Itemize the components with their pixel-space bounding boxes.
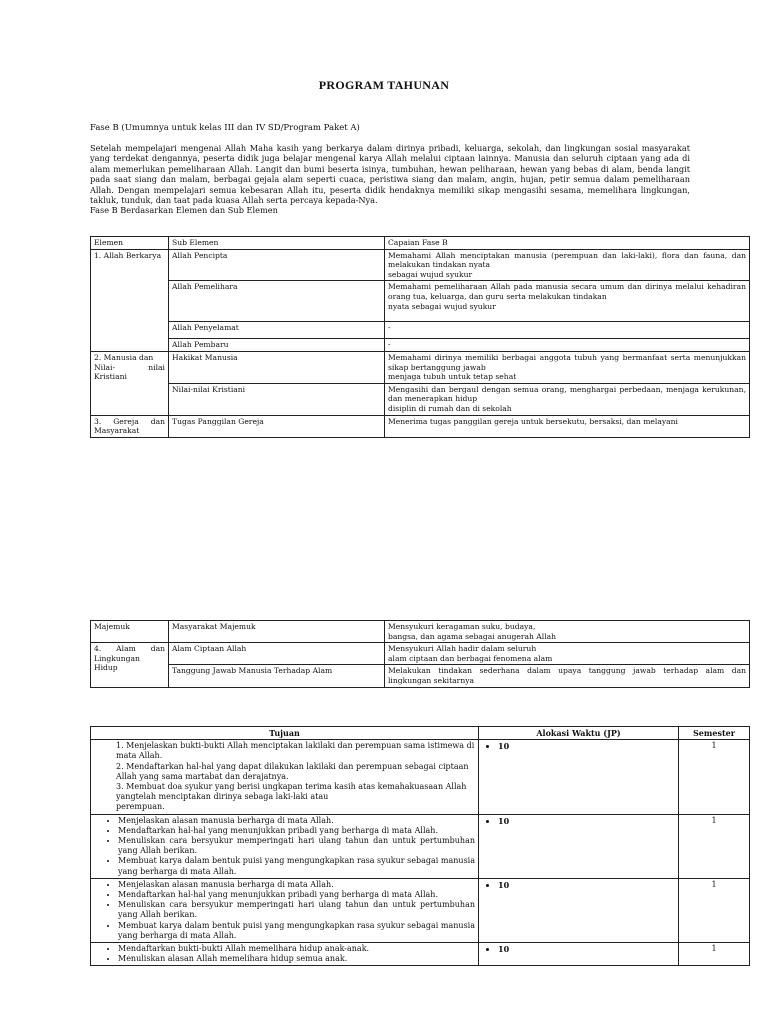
table-row xyxy=(91,281,750,322)
list-item: • Menuliskan cara bersyukur memperingati hari ulang tahun dan untuk pertumbuhan yang Allah berikan. xyxy=(118,900,475,920)
elemen-cell: 1. Allah Berkarya xyxy=(91,249,169,351)
capaian-cell: - xyxy=(385,322,750,339)
list-item: • Membuat karya dalam bentuk puisi yang mengungkapkan rasa syukur sebagai manusia yang berharga di mata Allah. xyxy=(118,921,475,941)
elemen-table-continued xyxy=(90,620,750,688)
elemen-cell: Majemuk xyxy=(91,621,169,643)
sub-elemen-cell: Masyarakat Majemuk xyxy=(169,621,385,643)
list-item: 2. Mendaftarkan hal-hal yang dapat dilakukan lakilaki dan perempuan sebagai ciptaan Allah yang sama martabat dan derajatnya. xyxy=(116,761,469,781)
jp-value: • 10 xyxy=(498,816,675,826)
sub-elemen-cell: Allah Pembaru xyxy=(169,339,385,352)
list-item: • Membuat karya dalam bentuk puisi yang mengungkapkan rasa syukur sebagai manusia yang berharga di mata Allah. xyxy=(118,856,475,876)
intro-paragraph: Setelah mempelajari mengenai Allah Maha kasih yang berkarya dalam dirinya pribadi, keluarga, sekolah, dan lingkungan sosial masyarakat yang terdekat dengannya, peserta didik juga belajar mengenal karya Allah melalui ciptaan lainnya. Manusia dan seluruh ciptaan yang ada di alam memerlukan pemeliharaan Allah. Langit dan bumi beserta isinya, tumbuhan, hewan peliharaan, hewan yang bebas di alam, benda langit pada saat siang dan malam, berbagai gejala alam seperti cuaca, peristiwa siang dan malam, angin, hujan, petir semua dalam pemeliharaan Allah. Dengan mempelajari semua kebesaran Allah itu, peserta didik hendaknya memiliki sikap mengasihi sesama, memelihara lingkungan, takluk, tunduk, dan taat pada kuasa Allah serta percaya kepada-Nya. xyxy=(90,143,690,206)
capaian-cell xyxy=(385,249,750,281)
sub-elemen-cell: Allah Pencipta xyxy=(169,249,385,281)
sub-elemen-cell: Allah Pemelihara xyxy=(169,281,385,322)
list-item: perempuan. xyxy=(116,802,165,812)
sub-elemen-cell: Allah Penyelamat xyxy=(169,322,385,339)
table-row xyxy=(91,643,750,665)
list-item: • Mendaftarkan hal-hal yang menunjukkan pribadi yang berharga di mata Allah. xyxy=(118,890,475,900)
header-elemen: Elemen xyxy=(91,237,169,250)
table-row xyxy=(91,740,750,814)
capaian-line: Mensyukuri Allah hadir dalam seluruh xyxy=(388,644,537,654)
tujuan-bullet-list xyxy=(94,944,475,964)
elemen-cell: 4. Alam dan Lingkungan Hidup xyxy=(91,643,169,687)
table-row xyxy=(91,621,750,643)
sub-elemen-cell: Nilai-nilai Kristiani xyxy=(169,383,385,415)
elemen-cell: 3. Gereja dan Masyarakat xyxy=(91,415,169,437)
table-row xyxy=(91,665,750,687)
elemen-cell xyxy=(91,351,169,415)
capaian-cell xyxy=(385,281,750,322)
list-item: • Menjelaskan alasan manusia berharga di mata Allah. xyxy=(118,816,475,826)
capaian-cell: Melakukan tindakan sederhana dalam upaya tanggung jawab terhadap alam dan lingkungan sekitarnya xyxy=(385,665,750,687)
capaian-cell xyxy=(385,621,750,643)
table-row xyxy=(91,339,750,352)
capaian-line: disiplin di rumah dan di sekolah xyxy=(388,403,512,413)
capaian-cell xyxy=(385,643,750,665)
capaian-line: nyata sebagai wujud syukur xyxy=(388,301,496,311)
table-row xyxy=(91,249,750,281)
semester-cell: 1 xyxy=(679,943,750,966)
semester-cell: 1 xyxy=(679,740,750,814)
table-row xyxy=(91,322,750,339)
jp-cell xyxy=(479,943,679,966)
table-row xyxy=(91,415,750,437)
capaian-cell: Menerima tugas panggilan gereja untuk bersekutu, bersaksi, dan melayani xyxy=(385,415,750,437)
page-title: PROGRAM TAHUNAN xyxy=(318,78,450,92)
tujuan-cell xyxy=(91,943,479,966)
header-alokasi: Alokasi Waktu (JP) xyxy=(479,727,679,740)
list-item: • Menuliskan cara bersyukur memperingati hari ulang tahun dan untuk pertumbuhan yang Allah berikan. xyxy=(118,836,475,856)
list-item: • Mendaftarkan hal-hal yang menunjukkan pribadi yang berharga di mata Allah. xyxy=(118,826,475,836)
capaian-line: Memahami Allah menciptakan manusia (perempuan dan laki-laki), flora dan fauna, dan melakukan tindakan nyata xyxy=(388,250,746,270)
semester-cell: 1 xyxy=(679,878,750,942)
table-row xyxy=(91,814,750,878)
capaian-line: Mengasihi dan bergaul dengan semua orang, menghargai perbedaan, menjaga kerukunan, dan menerapkan hidup xyxy=(388,384,746,404)
tujuan-bullet-list xyxy=(94,880,475,941)
table-header-row xyxy=(91,727,750,740)
intro-subheading: Fase B Berdasarkan Elemen dan Sub Elemen xyxy=(90,205,278,216)
header-tujuan: Tujuan xyxy=(91,727,479,740)
elemen-word: nilai xyxy=(148,362,165,372)
capaian-line: sebagai wujud syukur xyxy=(388,269,473,279)
jp-value: • 10 xyxy=(498,880,675,890)
tujuan-cell xyxy=(91,740,479,814)
table-row xyxy=(91,351,750,383)
header-capaian: Capaian Fase B xyxy=(385,237,750,250)
jp-value: • 10 xyxy=(498,741,675,751)
elemen-line: 2. Manusia dan xyxy=(94,352,154,362)
capaian-line: Mensyukuri keragaman suku, budaya, xyxy=(388,622,536,631)
intro-section xyxy=(90,143,690,216)
list-item: • Menuliskan alasan Allah memelihara hidup semua anak. xyxy=(118,954,475,964)
jp-cell xyxy=(479,878,679,942)
capaian-line: bangsa, dan agama sebagai anugerah Allah xyxy=(388,631,557,641)
capaian-line: alam ciptaan dan berbagai fenomena alam xyxy=(388,653,553,663)
elemen-table xyxy=(90,236,750,438)
jp-value: • 10 xyxy=(498,944,675,954)
capaian-cell: - xyxy=(385,339,750,352)
capaian-line: menjaga tubuh untuk tetap sehat xyxy=(388,372,517,382)
elemen-line xyxy=(94,363,165,373)
capaian-line: Memahami pemeliharaan Allah pada manusia secara umum dan dirinya melalui kehadiran orang tua, keluarga, dan guru serta melakukan tindakan xyxy=(388,282,746,301)
sub-elemen-cell: Hakikat Manusia xyxy=(169,351,385,383)
list-item: • Mendaftarkan bukti-bukti Allah memelihara hidup anak-anak. xyxy=(118,944,475,954)
elemen-word: Nilai- xyxy=(94,362,116,372)
jp-cell xyxy=(479,814,679,878)
capaian-cell xyxy=(385,351,750,383)
list-item: • Menjelaskan alasan manusia berharga di mata Allah. xyxy=(118,880,475,890)
elemen-line: Kristiani xyxy=(94,372,127,382)
sub-elemen-cell: Tugas Panggilan Gereja xyxy=(169,415,385,437)
capaian-cell xyxy=(385,383,750,415)
phase-label: Fase B (Umumnya untuk kelas III dan IV SD/Program Paket A) xyxy=(90,123,360,133)
tujuan-table xyxy=(90,726,750,966)
tujuan-cell xyxy=(91,878,479,942)
tujuan-cell xyxy=(91,814,479,878)
tujuan-numbered-list xyxy=(94,741,475,812)
list-item: 1. Menjelaskan bukti-bukti Allah menciptakan lakilaki dan perempuan sama istimewa di mata Allah. xyxy=(116,741,475,761)
table-row xyxy=(91,878,750,942)
table-row xyxy=(91,943,750,966)
header-semester: Semester xyxy=(679,727,750,740)
table-row xyxy=(91,383,750,415)
header-sub-elemen: Sub Elemen xyxy=(169,237,385,250)
jp-cell xyxy=(479,740,679,814)
semester-cell: 1 xyxy=(679,814,750,878)
tujuan-bullet-list xyxy=(94,816,475,877)
table-header-row xyxy=(91,237,750,250)
list-item: 3. Membuat doa syukur yang berisi ungkapan terima kasih atas kemahakuasaan Allah yangtelah menciptakan dirinya sebaga laki-laki atau xyxy=(116,782,467,802)
sub-elemen-cell: Tanggung Jawab Manusia Terhadap Alam xyxy=(169,665,385,687)
capaian-line: Memahami dirinya memiliki berbagai anggota tubuh yang bermanfaat serta menunjukkan sikap bertanggung jawab xyxy=(388,352,746,372)
sub-elemen-cell: Alam Ciptaan Allah xyxy=(169,643,385,665)
